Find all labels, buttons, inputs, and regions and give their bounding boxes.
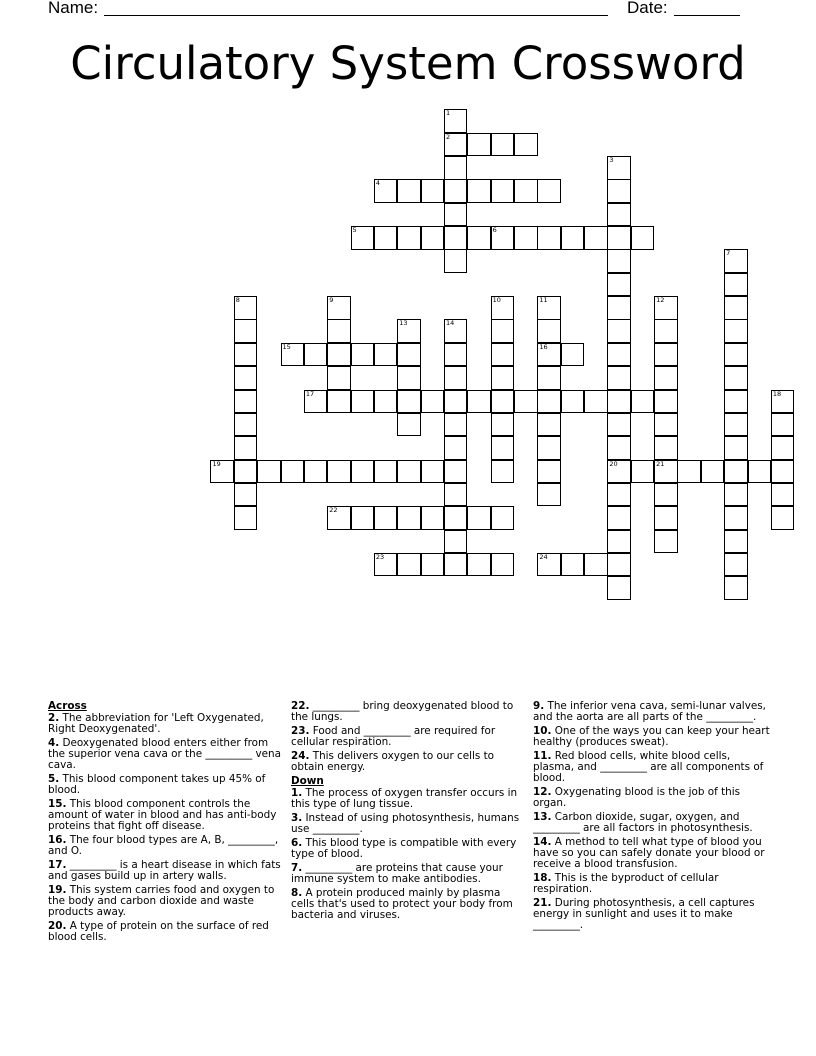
grid-cell[interactable] <box>444 156 468 180</box>
grid-cell[interactable] <box>724 296 748 320</box>
clue <box>48 774 284 796</box>
grid-cell[interactable] <box>607 156 631 180</box>
grid-cell[interactable] <box>654 413 678 437</box>
grid-cell[interactable] <box>654 319 678 343</box>
grid-cell[interactable] <box>607 273 631 297</box>
grid-cell[interactable] <box>771 506 795 530</box>
grid-cell[interactable] <box>537 553 561 577</box>
grid-cell[interactable] <box>444 390 468 414</box>
clue-num: 1. <box>291 787 303 799</box>
clue <box>533 787 773 809</box>
clue <box>48 799 284 832</box>
grid-cell[interactable] <box>607 343 631 367</box>
grid-cell[interactable] <box>724 460 748 484</box>
grid-cell[interactable] <box>467 506 491 530</box>
clue-number: 5 <box>352 226 357 235</box>
clue-number: 14 <box>445 319 455 328</box>
grid-cell[interactable] <box>327 319 351 343</box>
clue <box>533 726 773 748</box>
clue-number: 8 <box>235 296 240 305</box>
clue-number: 11 <box>539 296 548 305</box>
date-field[interactable] <box>674 15 740 16</box>
grid-cell[interactable] <box>631 390 655 414</box>
clue-number: 21 <box>656 459 665 468</box>
clue-number: 17 <box>305 389 315 398</box>
grid-cell[interactable] <box>327 366 351 390</box>
clue-text: The inferior vena cava, semi-lunar valves, and the aorta are all parts of the _________. <box>533 700 766 723</box>
grid-cell[interactable] <box>234 436 258 460</box>
grid-cell[interactable] <box>327 460 351 484</box>
grid-cell[interactable] <box>537 343 561 367</box>
grid-cell[interactable] <box>234 460 258 484</box>
page-title: Circulatory System Crossword <box>70 37 746 90</box>
grid-cell[interactable] <box>351 390 375 414</box>
across-heading: Across <box>48 700 87 712</box>
clue-number: 18 <box>772 389 782 398</box>
grid-cell[interactable] <box>514 179 538 203</box>
clue-text: The process of oxygen transfer occurs in this type of lung tissue. <box>291 787 518 810</box>
grid-cell[interactable] <box>491 366 515 390</box>
grid-cell[interactable] <box>234 390 258 414</box>
clues-column-1 <box>48 701 284 946</box>
grid-cell[interactable] <box>491 460 515 484</box>
clue-num: 22. <box>291 700 310 712</box>
grid-cell[interactable] <box>304 460 328 484</box>
grid-cell[interactable] <box>304 343 328 367</box>
clue-num: 4. <box>48 737 60 749</box>
grid-cell[interactable] <box>421 506 445 530</box>
clue-number: 3 <box>609 156 614 164</box>
clue <box>48 713 284 735</box>
clue-text: Instead of using photosynthesis, humans use _________. <box>291 812 520 835</box>
clue-number: 15 <box>282 342 291 351</box>
grid-cell[interactable] <box>234 506 258 530</box>
grid-cell[interactable] <box>724 553 748 577</box>
grid-cell[interactable] <box>327 506 351 530</box>
clue-text: Deoxygenated blood enters either from the superior vena cava or the _________ vena cava. <box>48 737 281 771</box>
grid-cell[interactable] <box>724 506 748 530</box>
clue-num: 5. <box>48 773 60 785</box>
grid-cell[interactable] <box>351 343 375 367</box>
clue-number: 22 <box>329 506 338 515</box>
clue-num: 2. <box>48 712 60 724</box>
grid-cell[interactable] <box>607 413 631 437</box>
grid-cell[interactable] <box>771 390 795 414</box>
clue-num: 14. <box>533 836 552 848</box>
grid-cell[interactable] <box>607 296 631 320</box>
clue-text: This is the byproduct of cellular respiration. <box>533 872 719 895</box>
clue-number: 23 <box>375 552 385 561</box>
clue-number: 2 <box>445 132 451 141</box>
grid-cell[interactable] <box>374 226 398 250</box>
grid-cell[interactable] <box>397 460 421 484</box>
grid-cell[interactable] <box>467 390 491 414</box>
grid-cell[interactable] <box>537 436 561 460</box>
clue-num: 17. <box>48 859 67 871</box>
clue-num: 10. <box>533 725 552 737</box>
grid-cell[interactable] <box>234 413 258 437</box>
grid-cell[interactable] <box>421 390 445 414</box>
grid-cell[interactable] <box>654 483 678 507</box>
grid-cell[interactable] <box>491 413 515 437</box>
clue <box>48 738 284 771</box>
grid-cell[interactable] <box>491 436 515 460</box>
clue-num: 11. <box>533 750 552 762</box>
grid-cell[interactable] <box>724 319 748 343</box>
grid-cell[interactable] <box>771 483 795 507</box>
clue-num: 20. <box>48 920 67 932</box>
grid-cell[interactable] <box>771 460 795 484</box>
clue-text: During photosynthesis, a cell captures energy in sunlight and uses it to make _________. <box>533 897 755 931</box>
grid-cell[interactable] <box>234 296 258 320</box>
grid-cell[interactable] <box>397 343 421 367</box>
clue-text: This blood component controls the amount of water in blood and has anti-body proteins that fight off disease. <box>48 798 277 832</box>
grid-cell[interactable] <box>514 390 538 414</box>
clue-num: 13. <box>533 811 552 823</box>
grid-cell[interactable] <box>607 226 631 250</box>
grid-cell[interactable] <box>444 203 468 227</box>
grid-cell[interactable] <box>491 296 515 320</box>
clue-number: 19 <box>212 459 221 468</box>
grid-cell[interactable] <box>748 460 772 484</box>
clue-text: One of the ways you can keep your heart healthy (produces sweat). <box>533 725 770 748</box>
clue <box>291 813 523 835</box>
clue-number: 1 <box>445 109 451 118</box>
grid-cell[interactable] <box>397 226 421 250</box>
clue <box>533 873 773 895</box>
grid-cell[interactable] <box>351 460 375 484</box>
down-heading: Down <box>291 775 324 787</box>
grid-cell[interactable] <box>351 506 375 530</box>
grid-cell[interactable] <box>654 436 678 460</box>
clue-text: A type of protein on the surface of red blood cells. <box>48 920 269 943</box>
clue-num: 7. <box>291 862 303 874</box>
clue <box>48 860 284 882</box>
grid-cell[interactable] <box>374 553 398 577</box>
grid-cell[interactable] <box>491 390 515 414</box>
grid-cell[interactable] <box>374 390 398 414</box>
clue <box>291 726 523 748</box>
grid-cell[interactable] <box>374 506 398 530</box>
grid-cell[interactable] <box>444 226 468 250</box>
grid-cell[interactable] <box>607 366 631 390</box>
grid-cell[interactable] <box>701 460 725 484</box>
clue-text: This delivers oxygen to our cells to obtain energy. <box>291 750 495 773</box>
clue-number: 7 <box>726 249 731 258</box>
grid-cell[interactable] <box>281 343 305 367</box>
grid-cell[interactable] <box>444 133 468 157</box>
grid-cell[interactable] <box>397 319 421 343</box>
clues-column-3 <box>533 701 773 934</box>
grid-cell[interactable] <box>467 553 491 577</box>
clue <box>533 837 773 870</box>
grid-cell[interactable] <box>607 319 631 343</box>
grid-cell[interactable] <box>397 179 421 203</box>
grid-cell[interactable] <box>374 179 398 203</box>
grid-cell[interactable] <box>421 553 445 577</box>
clue-num: 23. <box>291 725 310 737</box>
grid-cell[interactable] <box>607 483 631 507</box>
grid-cell[interactable] <box>491 553 515 577</box>
grid-cell[interactable] <box>537 413 561 437</box>
grid-cell[interactable] <box>444 483 468 507</box>
clue-text: This system carries food and oxygen to the body and carbon dioxide and waste products away. <box>48 884 275 918</box>
grid-cell[interactable] <box>444 506 468 530</box>
grid-cell[interactable] <box>421 460 445 484</box>
grid-cell[interactable] <box>654 530 678 554</box>
grid-cell[interactable] <box>537 226 561 250</box>
grid-cell[interactable] <box>654 506 678 530</box>
clue <box>291 788 523 810</box>
grid-cell[interactable] <box>561 553 585 577</box>
clue-text: This blood type is compatible with every type of blood. <box>291 837 517 860</box>
grid-cell[interactable] <box>561 343 585 367</box>
grid-cell[interactable] <box>607 553 631 577</box>
clue <box>533 812 773 834</box>
grid-cell[interactable] <box>631 226 655 250</box>
clue-num: 15. <box>48 798 67 810</box>
clue <box>291 888 523 921</box>
clue <box>291 838 523 860</box>
grid-cell[interactable] <box>374 343 398 367</box>
clue-num: 24. <box>291 750 310 762</box>
clue-text: _________ bring deoxygenated blood to the lungs. <box>291 700 514 723</box>
clue-text: The four blood types are A, B, _________, and O. <box>48 834 279 857</box>
grid-cell[interactable] <box>607 179 631 203</box>
clue-number: 13 <box>399 319 408 328</box>
grid-cell[interactable] <box>444 249 468 273</box>
grid-cell[interactable] <box>234 366 258 390</box>
grid-cell[interactable] <box>654 366 678 390</box>
grid-cell[interactable] <box>491 319 515 343</box>
name-label: Name: <box>48 0 99 17</box>
grid-cell[interactable] <box>397 413 421 437</box>
grid-cell[interactable] <box>584 553 608 577</box>
grid-cell[interactable] <box>724 273 748 297</box>
grid-cell[interactable] <box>444 460 468 484</box>
clue <box>48 885 284 918</box>
grid-cell[interactable] <box>374 460 398 484</box>
name-field[interactable] <box>104 15 608 16</box>
grid-cell[interactable] <box>537 483 561 507</box>
grid-cell[interactable] <box>654 296 678 320</box>
grid-cell[interactable] <box>654 343 678 367</box>
grid-cell[interactable] <box>514 133 538 157</box>
clue-text: This blood component takes up 45% of blood. <box>48 773 266 796</box>
grid-cell[interactable] <box>491 179 515 203</box>
grid-cell[interactable] <box>467 133 491 157</box>
grid-cell[interactable] <box>771 413 795 437</box>
clue-number: 6 <box>492 226 497 235</box>
grid-cell[interactable] <box>724 436 748 460</box>
grid-cell[interactable] <box>397 390 421 414</box>
grid-cell[interactable] <box>654 460 678 484</box>
grid-cell[interactable] <box>444 343 468 367</box>
grid-cell[interactable] <box>607 576 631 600</box>
grid-cell[interactable] <box>537 319 561 343</box>
clues-column-2 <box>291 701 523 924</box>
grid-cell[interactable] <box>327 390 351 414</box>
clue-text: Oxygenating blood is the job of this organ. <box>533 786 741 809</box>
grid-cell[interactable] <box>210 460 234 484</box>
grid-cell[interactable] <box>491 506 515 530</box>
grid-cell[interactable] <box>444 553 468 577</box>
clue-text: _________ is a heart disease in which fats and gases build up in artery walls. <box>48 859 281 882</box>
clue-num: 16. <box>48 834 67 846</box>
clue-text: A protein produced mainly by plasma cells that's used to protect your body from bacteria and viruses. <box>291 887 513 921</box>
clue-number: 10 <box>492 296 501 305</box>
grid-cell[interactable] <box>561 226 585 250</box>
grid-cell[interactable] <box>607 436 631 460</box>
grid-cell[interactable] <box>724 366 748 390</box>
grid-cell[interactable] <box>234 319 258 343</box>
clue-num: 21. <box>533 897 552 909</box>
grid-cell[interactable] <box>491 343 515 367</box>
clue-text: Food and _________ are required for cellular respiration. <box>291 725 496 748</box>
clue <box>48 921 284 943</box>
grid-cell[interactable] <box>421 179 445 203</box>
clue <box>533 751 773 784</box>
grid-cell[interactable] <box>607 249 631 273</box>
grid-cell[interactable] <box>397 366 421 390</box>
grid-cell[interactable] <box>234 343 258 367</box>
clue-num: 9. <box>533 700 545 712</box>
grid-cell[interactable] <box>444 319 468 343</box>
grid-cell[interactable] <box>491 226 515 250</box>
clue-number: 20 <box>609 459 618 468</box>
clue <box>291 751 523 773</box>
grid-cell[interactable] <box>771 436 795 460</box>
grid-cell[interactable] <box>537 460 561 484</box>
clue-num: 18. <box>533 872 552 884</box>
grid-cell[interactable] <box>257 460 281 484</box>
grid-cell[interactable] <box>444 436 468 460</box>
grid-cell[interactable] <box>444 366 468 390</box>
clue-text: A method to tell what type of blood you have so you can safely donate your blood or receive a blood transfusion. <box>533 836 765 870</box>
clue-num: 3. <box>291 812 303 824</box>
clue-num: 19. <box>48 884 67 896</box>
grid-cell[interactable] <box>607 530 631 554</box>
date-label: Date: <box>627 0 668 17</box>
clue-num: 12. <box>533 786 552 798</box>
clue-num: 6. <box>291 837 303 849</box>
grid-cell[interactable] <box>607 203 631 227</box>
grid-cell[interactable] <box>631 460 655 484</box>
grid-cell[interactable] <box>724 249 748 273</box>
clue-text: The abbreviation for 'Left Oxygenated, Right Deoxygenated'. <box>48 712 264 735</box>
clue-num: 8. <box>291 887 303 899</box>
grid-cell[interactable] <box>514 226 538 250</box>
header <box>0 0 816 22</box>
grid-cell[interactable] <box>234 483 258 507</box>
grid-cell[interactable] <box>584 390 608 414</box>
clue-text: Carbon dioxide, sugar, oxygen, and _________ are all factors in photosynthesis. <box>533 811 753 834</box>
clue <box>291 863 523 885</box>
grid-cell[interactable] <box>397 506 421 530</box>
clue <box>533 701 773 723</box>
grid-cell[interactable] <box>444 109 468 133</box>
grid-cell[interactable] <box>724 483 748 507</box>
grid-cell[interactable] <box>584 226 608 250</box>
grid-cell[interactable] <box>607 460 631 484</box>
grid-cell[interactable] <box>491 133 515 157</box>
clue-text: Red blood cells, white blood cells, plasma, and _________ are all components of blood. <box>533 750 764 784</box>
grid-cell[interactable] <box>537 179 561 203</box>
grid-cell[interactable] <box>327 343 351 367</box>
grid-cell[interactable] <box>607 506 631 530</box>
grid-cell[interactable] <box>724 343 748 367</box>
grid-cell[interactable] <box>724 390 748 414</box>
clue-number: 16 <box>539 342 548 351</box>
grid-cell[interactable] <box>397 553 421 577</box>
grid-cell[interactable] <box>654 390 678 414</box>
clue <box>533 898 773 931</box>
grid-cell[interactable] <box>537 366 561 390</box>
grid-cell[interactable] <box>327 296 351 320</box>
grid-cell[interactable] <box>281 460 305 484</box>
grid-cell[interactable] <box>467 226 491 250</box>
grid-cell[interactable] <box>607 390 631 414</box>
grid-cell[interactable] <box>467 179 491 203</box>
grid-cell[interactable] <box>724 413 748 437</box>
grid-cell[interactable] <box>561 390 585 414</box>
grid-cell[interactable] <box>724 530 748 554</box>
clue <box>48 835 284 857</box>
grid-cell[interactable] <box>677 460 701 484</box>
clue-number: 9 <box>329 296 334 305</box>
grid-cell[interactable] <box>537 390 561 414</box>
grid-cell[interactable] <box>304 390 328 414</box>
grid-cell[interactable] <box>444 179 468 203</box>
clue-number: 12 <box>656 296 665 305</box>
grid-cell[interactable] <box>724 576 748 600</box>
grid-cell[interactable] <box>444 530 468 554</box>
clue-number: 24 <box>539 552 548 561</box>
grid-cell[interactable] <box>351 226 375 250</box>
grid-cell[interactable] <box>444 413 468 437</box>
grid-cell[interactable] <box>421 226 445 250</box>
grid-cell[interactable] <box>537 296 561 320</box>
clue-text: _________ are proteins that cause your immune system to make antibodies. <box>291 862 503 885</box>
clue-number: 4 <box>375 179 381 188</box>
clue <box>291 701 523 723</box>
